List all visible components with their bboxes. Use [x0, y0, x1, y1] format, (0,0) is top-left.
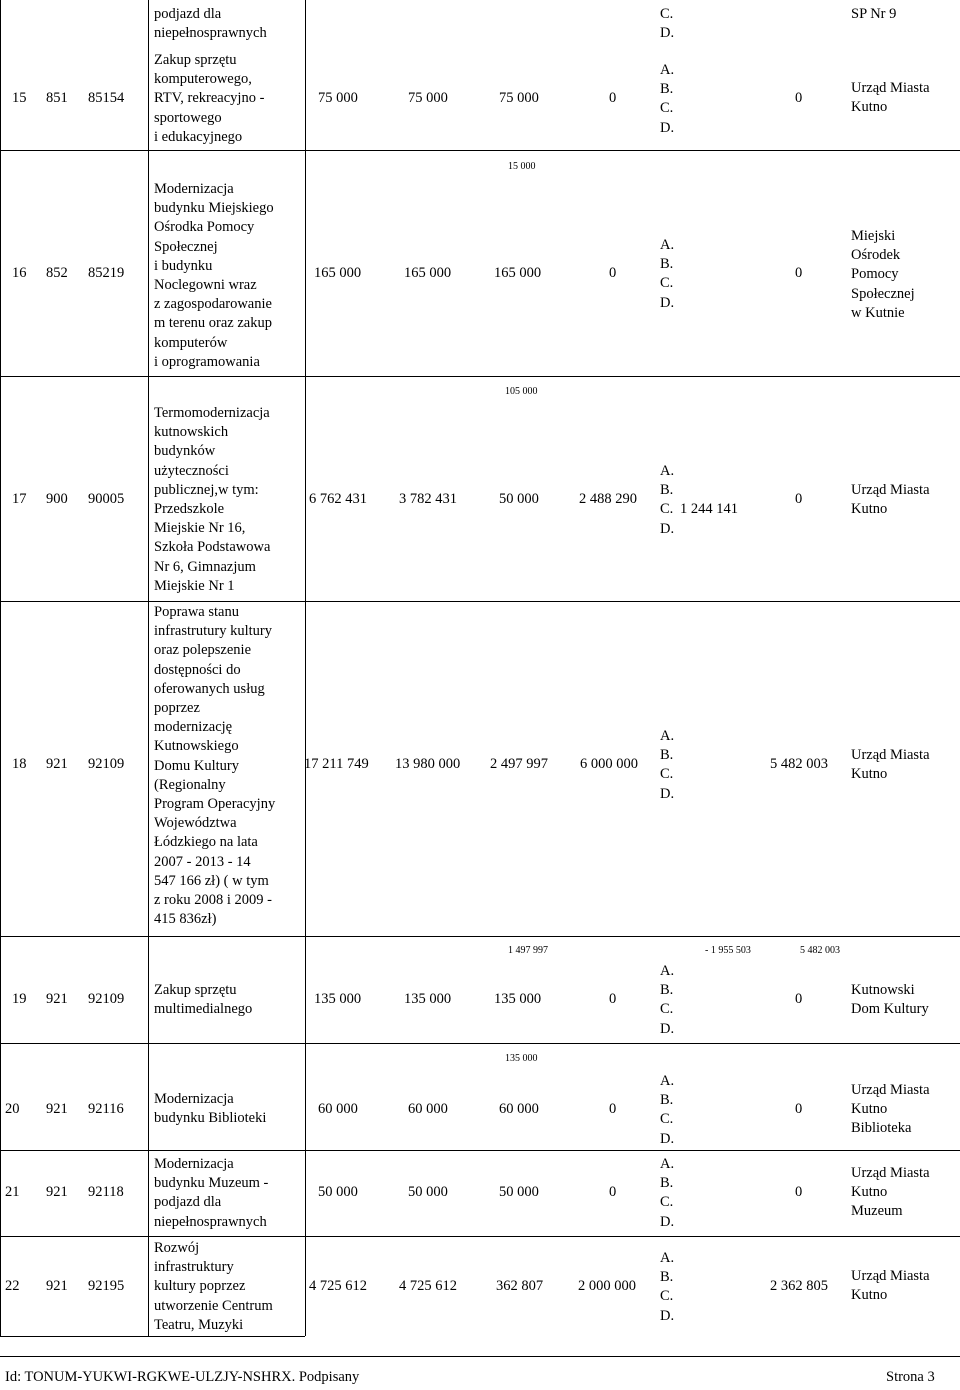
row-21-abcd: A. B. C. D.: [660, 1156, 675, 1230]
row-15-rozdzial: 85154: [88, 90, 125, 106]
row-15-other: 0: [795, 90, 803, 106]
row-21-dzial: 921: [46, 1184, 68, 1200]
row-17-description: Termomodernizacja kutnowskich budynków użyteczności publicznej,w tym: Przedszkole Miejskie Nr 16, Szkoła Podstawowa Nr 6, Gimnazjum Miejskie Nr 1: [154, 405, 271, 594]
row-19-unit: Kutnowski Dom Kultury: [851, 982, 929, 1018]
row-divider: [0, 1150, 960, 1151]
row-22-abcd: A. B. C. D.: [660, 1250, 675, 1324]
row-22-rozdzial: 92195: [88, 1278, 125, 1294]
row-19-lp: 19: [12, 991, 27, 1007]
row-21-value-2: 50 000: [499, 1184, 539, 1200]
row-20-other: 0: [795, 1101, 803, 1117]
footer-page-number: Strona 3: [886, 1369, 935, 1385]
row-18-rozdzial: 92109: [88, 756, 125, 772]
row-15-total: 75 000: [318, 90, 358, 106]
row-18-note-c: - 1 955 503: [705, 945, 751, 956]
row-20-value-2: 60 000: [499, 1101, 539, 1117]
row-15-description: Zakup sprzętu komputerowego, RTV, rekreacyjno - sportowego i edukacyjnego: [154, 52, 265, 145]
row-22-other: 2 362 805: [770, 1278, 828, 1294]
row-19-value-2: 135 000: [494, 991, 542, 1007]
row-17-abcd: A. B. C. D.: [660, 463, 675, 537]
row-17-value-1: 3 782 431: [399, 491, 457, 507]
row-15-dzial: 851: [46, 90, 68, 106]
row-19-rozdzial: 92109: [88, 991, 125, 1007]
row-19-value-3: 0: [609, 991, 617, 1007]
row-20-total: 60 000: [318, 1101, 358, 1117]
row-16-value-1: 165 000: [404, 265, 452, 281]
row-21-value-1: 50 000: [408, 1184, 448, 1200]
row-20-unit: Urząd Miasta Kutno Biblioteka: [851, 1082, 930, 1137]
row-19-total: 135 000: [314, 991, 362, 1007]
row-16-value-2: 165 000: [494, 265, 542, 281]
row-19-abcd: A. B. C. D.: [660, 963, 675, 1037]
row-16-lp: 16: [12, 265, 27, 281]
row-18-lp: 18: [12, 756, 27, 772]
column-divider: [305, 0, 306, 1336]
row-21-lp: 21: [5, 1184, 20, 1200]
row-21-other: 0: [795, 1184, 803, 1200]
row-19-note: 135 000: [505, 1053, 538, 1064]
row-22-total: 4 725 612: [309, 1278, 367, 1294]
row-divider: [0, 376, 960, 377]
row-continuation-unit: SP Nr 9: [851, 6, 897, 22]
row-divider: [0, 1043, 960, 1044]
row-22-value-3: 2 000 000: [578, 1278, 636, 1294]
row-18-value-1: 13 980 000: [395, 756, 461, 772]
row-21-value-3: 0: [609, 1184, 617, 1200]
row-22-lp: 22: [5, 1278, 20, 1294]
row-20-rozdzial: 92116: [88, 1101, 124, 1117]
row-17-rozdzial: 90005: [88, 491, 125, 507]
row-15-value-1: 75 000: [408, 90, 448, 106]
row-22-unit: Urząd Miasta Kutno: [851, 1268, 930, 1304]
row-21-unit: Urząd Miasta Kutno Muzeum: [851, 1165, 930, 1220]
row-20-description: Modernizacja budynku Biblioteki: [154, 1091, 267, 1127]
row-17-lp: 17: [12, 491, 27, 507]
row-19-value-1: 135 000: [404, 991, 452, 1007]
row-21-rozdzial: 92118: [88, 1184, 124, 1200]
row-15-value-3: 0: [609, 90, 617, 106]
row-divider: [0, 1236, 960, 1237]
footer-document-id: Id: TONUM-YUKWI-RGKWE-ULZJY-NSHRX. Podpisany: [5, 1369, 360, 1385]
row-18-value-3: 6 000 000: [580, 756, 638, 772]
row-divider: [0, 601, 960, 602]
row-18-note-other: 5 482 003: [800, 945, 840, 956]
row-18-total: 17 211 749: [304, 756, 369, 772]
column-divider: [148, 0, 149, 1336]
row-divider: [0, 936, 960, 937]
row-divider: [0, 150, 960, 151]
row-16-value-3: 0: [609, 265, 617, 281]
row-18-other: 5 482 003: [770, 756, 828, 772]
row-19-dzial: 921: [46, 991, 68, 1007]
row-18-value-2: 2 497 997: [490, 756, 548, 772]
row-18-dzial: 921: [46, 756, 68, 772]
row-22-value-1: 4 725 612: [399, 1278, 457, 1294]
row-15-unit: Urząd Miasta Kutno: [851, 80, 930, 116]
row-18-abcd: A. B. C. D.: [660, 728, 675, 802]
row-16-rozdzial: 85219: [88, 265, 125, 281]
row-15-value-2: 75 000: [499, 90, 539, 106]
row-16-description: Modernizacja budynku Miejskiego Ośrodka Pomocy Społecznej i budynku Noclegowni wraz z zagospodarowanie m terenu oraz zakup komputerów i oprogramowania: [154, 181, 274, 370]
row-19-other: 0: [795, 991, 803, 1007]
row-16-note: 105 000: [505, 386, 538, 397]
row-16-unit: Miejski Ośrodek Pomocy Społecznej w Kutnie: [851, 228, 915, 321]
row-15-lp: 15: [12, 90, 27, 106]
row-20-value-3: 0: [609, 1101, 617, 1117]
row-17-value-3: 2 488 290: [579, 491, 637, 507]
row-17-unit: Urząd Miasta Kutno: [851, 482, 930, 518]
row-16-abcd: A. B. C. D.: [660, 237, 675, 311]
row-16-dzial: 852: [46, 265, 68, 281]
row-18-description: Poprawa stanu infrastrutury kultury oraz polepszenie dostępności do oferowanych usług poprzez modernizację Kutnowskiego Domu Kultury (Regionalny Program Operacyjny Województwa Łódzkiego na lata 2007 - 2013 - 14 547 166 zł) ( w tym z roku 2008 i 2009 - 415 836zł): [154, 604, 276, 928]
footer-divider: [0, 1356, 960, 1357]
row-19-description: Zakup sprzętu multimedialnego: [154, 982, 253, 1018]
column-divider: [0, 0, 1, 1336]
row-22-value-2: 362 807: [496, 1278, 544, 1294]
row-20-lp: 20: [5, 1101, 20, 1117]
row-17-value-2: 50 000: [499, 491, 539, 507]
row-16-total: 165 000: [314, 265, 362, 281]
row-18-note: 1 497 997: [508, 945, 548, 956]
row-16-other: 0: [795, 265, 803, 281]
row-divider: [0, 1336, 305, 1337]
row-21-total: 50 000: [318, 1184, 358, 1200]
row-20-dzial: 921: [46, 1101, 68, 1117]
row-17-total: 6 762 431: [309, 491, 367, 507]
row-continuation-abcd: C. D.: [660, 6, 675, 42]
row-17-other: 0: [795, 491, 803, 507]
row-20-value-1: 60 000: [408, 1101, 448, 1117]
row-15-note: 15 000: [508, 161, 536, 172]
row-continuation-description: podjazd dla niepełnosprawnych: [154, 6, 267, 42]
row-17-dzial: 900: [46, 491, 68, 507]
row-17-c-value: 1 244 141: [680, 501, 738, 517]
row-22-description: Rozwój infrastruktury kultury poprzez utworzenie Centrum Teatru, Muzyki: [154, 1240, 273, 1333]
row-20-abcd: A. B. C. D.: [660, 1073, 675, 1147]
row-21-description: Modernizacja budynku Muzeum - podjazd dla niepełnosprawnych: [154, 1156, 269, 1230]
row-22-dzial: 921: [46, 1278, 68, 1294]
row-15-abcd: A. B. C. D.: [660, 62, 675, 136]
row-18-unit: Urząd Miasta Kutno: [851, 747, 930, 783]
